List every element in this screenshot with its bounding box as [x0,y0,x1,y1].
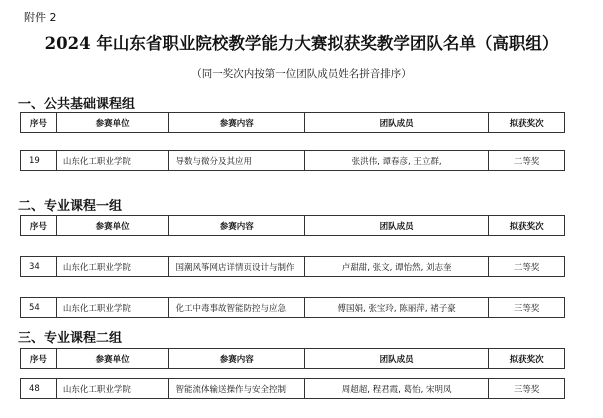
section-title-professional-2: 三、专业课程二组 [18,331,123,346]
cell-no: 34 [21,257,57,276]
page-subtitle: （同一奖次内按第一位团队成员姓名拼音排序） [191,68,412,80]
table-header [20,215,565,236]
table-row [20,378,565,399]
cell-content: 化工中毒事故智能防控与应急 [169,298,305,317]
cell-no: 54 [21,298,57,317]
cell-award: 三等奖 [513,303,540,314]
header-no: 序号 [21,216,57,235]
cell-content: 智能流体输送操作与安全控制 [169,379,305,398]
cell-award: 三等奖 [513,384,540,395]
cell-no: 48 [21,379,57,398]
header-award: 拟获奖次 [509,221,544,232]
header-content: 参赛内容 [169,349,305,368]
cell-members: 傅国娟, 张宝玲, 陈丽萍, 褚子豪 [305,298,489,317]
header-members: 团队成员 [305,216,489,235]
table-header [20,112,565,133]
cell-award: 二等奖 [513,262,540,273]
cell-members: 周超超, 程君霞, 葛怡, 宋明凤 [305,379,489,398]
cell-unit: 山东化工职业学院 [57,379,170,398]
cell-members: 张洪伟, 谭春彦, 王立群, [305,151,489,170]
cell-unit: 山东化工职业学院 [57,298,170,317]
cell-members: 卢甜甜, 张文, 谭怡然, 刘志奎 [305,257,489,276]
cell-unit: 山东化工职业学院 [57,151,170,170]
header-no: 序号 [21,349,57,368]
header-unit: 参赛单位 [57,349,170,368]
attachment-label: 附件 2 [24,11,57,24]
header-content: 参赛内容 [169,216,305,235]
table-header [20,348,565,369]
cell-content: 国潮风筝网店详情页设计与制作 [169,257,305,276]
table-row [20,297,565,318]
table-row [20,150,565,171]
cell-no: 19 [21,151,57,170]
header-award: 拟获奖次 [509,354,544,365]
header-members: 团队成员 [305,349,489,368]
header-content: 参赛内容 [169,113,305,132]
header-no: 序号 [21,113,57,132]
cell-content: 导数与微分及其应用 [169,151,305,170]
header-members: 团队成员 [305,113,489,132]
section-title-public: 一、公共基础课程组 [18,97,136,112]
cell-award: 二等奖 [513,156,540,167]
header-award: 拟获奖次 [509,118,544,129]
section-title-professional-1: 二、专业课程一组 [18,199,123,214]
cell-unit: 山东化工职业学院 [57,257,170,276]
page-title: 2024 年山东省职业院校教学能力大赛拟获奖教学团队名单（高职组） [44,34,559,53]
header-unit: 参赛单位 [57,113,170,132]
table-row [20,256,565,277]
header-unit: 参赛单位 [57,216,170,235]
